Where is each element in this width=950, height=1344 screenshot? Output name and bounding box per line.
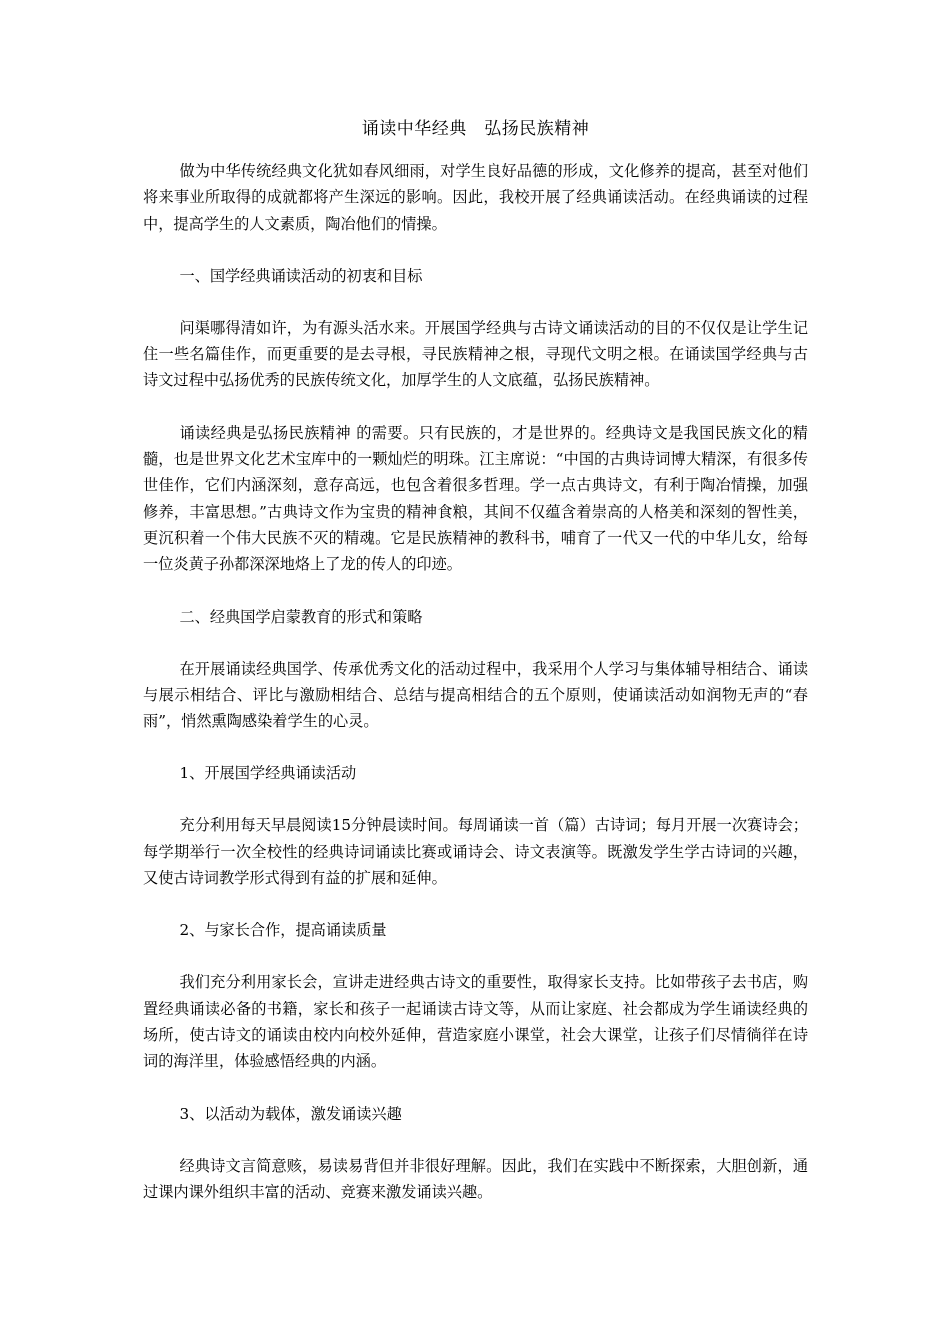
document-title: 诵读中华经典 弘扬民族精神 <box>361 119 590 139</box>
section-1-paragraph-2: 诵读经典是弘扬民族精神 的需要。只有民族的，才是世界的。经典诗文是我国民族文化的精髓，也是世界文化艺术宝库中的一颗灿烂的明珠。江主席说：“中国的古典诗词博大精深，有很多传世佳作，它们内涵深刻，意存高远，也包含着很多哲理。学一点古典诗文，有利于陶冶情操，加强修养，丰富思想。”古典诗文作为宝贵的精神食粮，其间不仅蕴含着崇高的人格美和深刻的智性美，更沉积着一个伟大民族不灭的精魂。它是民族精神的教科书，哺育了一代又一代的中华儿女，给每一位炎黄子孙都深深地烙上了龙的传人的印迹。 <box>143 423 808 574</box>
document-body <box>143 116 808 1231</box>
subsection-3-paragraph: 经典诗文言简意赅，易读易背但并非很好理解。因此，我们在实践中不断探索，大胆创新，通过课内课外组织丰富的活动、竞赛来激发诵读兴趣。 <box>143 1156 808 1201</box>
subsection-heading-1: 1、开展国学经典诵读活动 <box>179 764 357 783</box>
section-2-paragraph: 在开展诵读经典国学、传承优秀文化的活动过程中，我采用个人学习与集体辅导相结合、诵读与展示相结合、评比与激励相结合、总结与提高相结合的五个原则，使诵读活动如润物无声的“春雨”，悄然熏陶感染着学生的心灵。 <box>143 659 808 731</box>
subsection-heading-2: 2、与家长合作，提高诵读质量 <box>179 921 387 940</box>
subsection-heading-3: 3、以活动为载体，激发诵读兴趣 <box>179 1104 402 1123</box>
subsection-1-paragraph: 充分利用每天早晨阅读15分钟晨读时间。每周诵读一首（篇）古诗词；每月开展一次赛诗会；每学期举行一次全校性的经典诗词诵读比赛或诵诗会、诗文表演等。既激发学生学古诗词的兴趣，又使古诗词教学形式得到有益的扩展和延伸。 <box>143 816 808 888</box>
subsection-2-paragraph: 我们充分利用家长会，宣讲走进经典古诗文的重要性，取得家长支持。比如带孩子去书店，购置经典诵读必备的书籍，家长和孩子一起诵读古诗文等，从而让家庭、社会都成为学生诵读经典的场所，使古诗文的诵读由校内向校外延伸，营造家庭小课堂，社会大课堂，让孩子们尽情徜徉在诗词的海洋里，体验感悟经典的内涵。 <box>143 973 808 1071</box>
section-heading-2: 二、经典国学启蒙教育的形式和策略 <box>179 607 423 626</box>
section-heading-1: 一、国学经典诵读活动的初衷和目标 <box>179 266 423 285</box>
section-1-paragraph-1: 问渠哪得清如许，为有源头活水来。开展国学经典与古诗文诵读活动的目的不仅仅是让学生记住一些名篇佳作，而更重要的是去寻根，寻民族精神之根，寻现代文明之根。在诵读国学经典与古诗文过程中弘扬优秀的民族传统文化，加厚学生的人文底蕴，弘扬民族精神。 <box>143 318 808 390</box>
intro-paragraph: 做为中华传统经典文化犹如春风细雨，对学生良好品德的形成，文化修养的提高，甚至对他们将来事业所取得的成就都将产生深远的影响。因此，我校开展了经典诵读活动。在经典诵读的过程中，提高学生的人文素质，陶冶他们的情操。 <box>143 162 808 233</box>
